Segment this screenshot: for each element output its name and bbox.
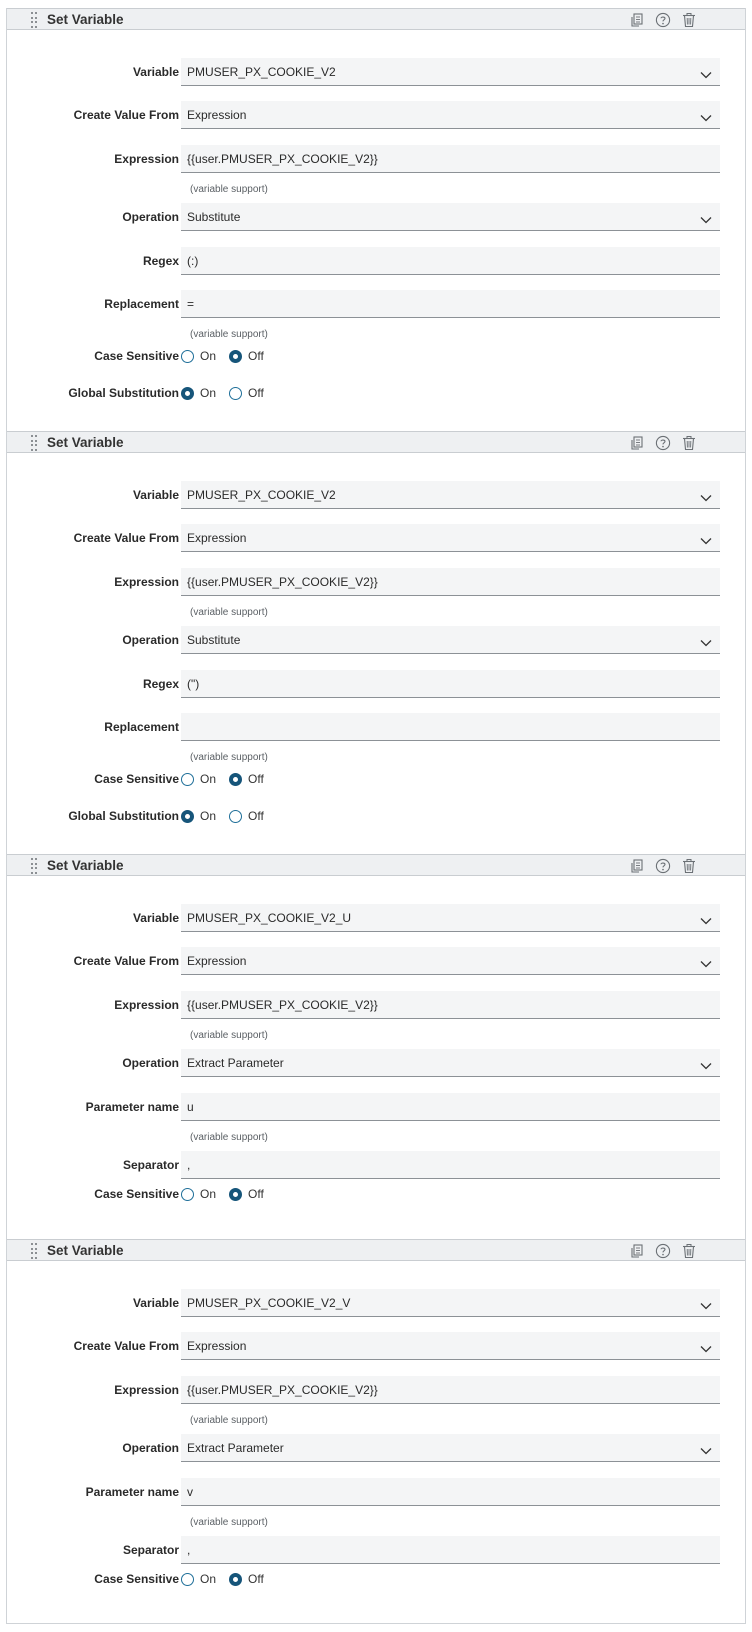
variable-support-hint: (variable support)	[190, 1415, 268, 1426]
case-label: Case Sensitive	[94, 772, 179, 786]
chevron-down-icon	[700, 1298, 712, 1308]
chevron-down-icon	[700, 635, 712, 645]
global-off-radio[interactable]	[229, 387, 242, 400]
create-value: Expression	[187, 531, 247, 545]
set-variable-panel	[6, 8, 746, 431]
expression-value: {{user.PMUSER_PX_COOKIE_V2}}	[187, 152, 378, 166]
create-select[interactable]	[181, 101, 720, 129]
regex-label: Regex	[142, 677, 179, 691]
separator-value: ,	[187, 1543, 191, 1557]
replacement-value: =	[187, 297, 195, 311]
chevron-down-icon	[700, 1058, 712, 1068]
help-icon[interactable]	[655, 858, 671, 874]
expression-input[interactable]	[181, 1376, 720, 1404]
case-on-label: On	[200, 349, 217, 363]
variable-support-hint: (variable support)	[190, 752, 268, 763]
copy-icon[interactable]	[629, 858, 645, 874]
help-icon[interactable]	[655, 12, 671, 28]
case-on-radio[interactable]	[181, 773, 194, 786]
operation-value: Substitute	[187, 210, 241, 224]
variable-support-hint: (variable support)	[190, 184, 268, 195]
regex-value: (")	[187, 677, 200, 691]
global-label: Global Substitution	[68, 809, 179, 823]
create-select[interactable]	[181, 947, 720, 975]
variable-value: PMUSER_PX_COOKIE_V2_U	[187, 911, 352, 925]
chevron-down-icon	[700, 110, 712, 120]
replacement-input[interactable]	[181, 290, 720, 318]
chevron-down-icon	[700, 67, 712, 77]
regex-input[interactable]	[181, 247, 720, 275]
param-input[interactable]	[181, 1093, 720, 1121]
param-label: Parameter name	[85, 1100, 179, 1114]
expression-label: Expression	[114, 152, 179, 166]
variable-select[interactable]	[181, 481, 720, 509]
replacement-label: Replacement	[104, 720, 179, 734]
trash-icon[interactable]	[681, 435, 697, 451]
global-on-label: On	[200, 386, 217, 400]
case-on-radio[interactable]	[181, 1188, 194, 1201]
variable-label: Variable	[132, 911, 179, 925]
create-value: Expression	[187, 1339, 247, 1353]
case-label: Case Sensitive	[94, 1187, 179, 1201]
variable-label: Variable	[132, 1296, 179, 1310]
create-label: Create Value From	[73, 108, 179, 122]
variable-support-hint: (variable support)	[190, 329, 268, 340]
variable-select[interactable]	[181, 904, 720, 932]
expression-input[interactable]	[181, 991, 720, 1019]
param-value: u	[187, 1100, 194, 1114]
replacement-input[interactable]	[181, 713, 720, 741]
operation-select[interactable]	[181, 626, 720, 654]
drag-handle-icon[interactable]	[31, 435, 39, 451]
case-on-radio[interactable]	[181, 1573, 194, 1586]
regex-value: (:)	[187, 254, 199, 268]
variable-value: PMUSER_PX_COOKIE_V2_V	[187, 1296, 351, 1310]
chevron-down-icon	[700, 1443, 712, 1453]
separator-input[interactable]	[181, 1536, 720, 1564]
global-on-label: On	[200, 809, 217, 823]
panel-header	[7, 1239, 745, 1261]
copy-icon[interactable]	[629, 435, 645, 451]
separator-label: Separator	[122, 1543, 179, 1557]
expression-label: Expression	[114, 998, 179, 1012]
set-variable-panel	[6, 431, 746, 854]
create-select[interactable]	[181, 1332, 720, 1360]
case-on-label: On	[200, 1572, 217, 1586]
chevron-down-icon	[700, 956, 712, 966]
case-off-label: Off	[248, 349, 264, 363]
variable-label: Variable	[132, 488, 179, 502]
expression-label: Expression	[114, 575, 179, 589]
global-on-radio[interactable]	[181, 810, 194, 823]
global-off-label: Off	[248, 809, 264, 823]
operation-label: Operation	[122, 210, 179, 224]
separator-label: Separator	[122, 1158, 179, 1172]
operation-select[interactable]	[181, 203, 720, 231]
variable-support-hint: (variable support)	[190, 1030, 268, 1041]
global-label: Global Substitution	[68, 386, 179, 400]
case-off-radio[interactable]	[229, 350, 242, 363]
variable-support-hint: (variable support)	[190, 1132, 268, 1143]
chevron-down-icon	[700, 1341, 712, 1351]
help-icon[interactable]	[655, 1243, 671, 1259]
case-off-label: Off	[248, 1187, 264, 1201]
param-label: Parameter name	[85, 1485, 179, 1499]
expression-value: {{user.PMUSER_PX_COOKIE_V2}}	[187, 575, 378, 589]
drag-handle-icon[interactable]	[31, 12, 39, 28]
chevron-down-icon	[700, 533, 712, 543]
case-off-radio[interactable]	[229, 773, 242, 786]
global-off-radio[interactable]	[229, 810, 242, 823]
variable-value: PMUSER_PX_COOKIE_V2	[187, 488, 336, 502]
variable-select[interactable]	[181, 58, 720, 86]
expression-input[interactable]	[181, 145, 720, 173]
variable-support-hint: (variable support)	[190, 607, 268, 618]
chevron-down-icon	[700, 212, 712, 222]
operation-label: Operation	[122, 1056, 179, 1070]
global-off-label: Off	[248, 386, 264, 400]
operation-label: Operation	[122, 1441, 179, 1455]
panel-title: Set Variable	[47, 858, 124, 873]
trash-icon[interactable]	[681, 1243, 697, 1259]
panel-title: Set Variable	[47, 1243, 124, 1258]
operation-value: Extract Parameter	[187, 1441, 284, 1455]
create-label: Create Value From	[73, 1339, 179, 1353]
expression-input[interactable]	[181, 568, 720, 596]
variable-select[interactable]	[181, 1289, 720, 1317]
case-on-label: On	[200, 1187, 217, 1201]
drag-handle-icon[interactable]	[31, 858, 39, 874]
separator-input[interactable]	[181, 1151, 720, 1179]
param-input[interactable]	[181, 1478, 720, 1506]
create-label: Create Value From	[73, 954, 179, 968]
create-label: Create Value From	[73, 531, 179, 545]
drag-handle-icon[interactable]	[31, 1243, 39, 1259]
expression-value: {{user.PMUSER_PX_COOKIE_V2}}	[187, 1383, 378, 1397]
operation-select[interactable]	[181, 1049, 720, 1077]
trash-icon[interactable]	[681, 12, 697, 28]
variable-value: PMUSER_PX_COOKIE_V2	[187, 65, 336, 79]
case-off-label: Off	[248, 1572, 264, 1586]
chevron-down-icon	[700, 913, 712, 923]
operation-value: Substitute	[187, 633, 241, 647]
expression-label: Expression	[114, 1383, 179, 1397]
case-on-radio[interactable]	[181, 350, 194, 363]
replacement-label: Replacement	[104, 297, 179, 311]
help-icon[interactable]	[655, 435, 671, 451]
case-label: Case Sensitive	[94, 1572, 179, 1586]
set-variable-panel	[6, 854, 746, 1239]
case-off-label: Off	[248, 772, 264, 786]
create-value: Expression	[187, 108, 247, 122]
chevron-down-icon	[700, 490, 712, 500]
expression-value: {{user.PMUSER_PX_COOKIE_V2}}	[187, 998, 378, 1012]
separator-value: ,	[187, 1158, 191, 1172]
global-on-radio[interactable]	[181, 387, 194, 400]
case-label: Case Sensitive	[94, 349, 179, 363]
set-variable-panel	[6, 1239, 746, 1624]
panel-header	[7, 854, 745, 876]
case-on-label: On	[200, 772, 217, 786]
panel-header	[7, 8, 745, 30]
variable-support-hint: (variable support)	[190, 1517, 268, 1528]
trash-icon[interactable]	[681, 858, 697, 874]
create-select[interactable]	[181, 524, 720, 552]
operation-select[interactable]	[181, 1434, 720, 1462]
case-off-radio[interactable]	[229, 1188, 242, 1201]
param-value: v	[187, 1485, 193, 1499]
variable-label: Variable	[132, 65, 179, 79]
panel-header	[7, 431, 745, 453]
case-off-radio[interactable]	[229, 1573, 242, 1586]
regex-input[interactable]	[181, 670, 720, 698]
copy-icon[interactable]	[629, 12, 645, 28]
panel-title: Set Variable	[47, 435, 124, 450]
operation-value: Extract Parameter	[187, 1056, 284, 1070]
panel-title: Set Variable	[47, 12, 124, 27]
regex-label: Regex	[142, 254, 179, 268]
create-value: Expression	[187, 954, 247, 968]
operation-label: Operation	[122, 633, 179, 647]
copy-icon[interactable]	[629, 1243, 645, 1259]
